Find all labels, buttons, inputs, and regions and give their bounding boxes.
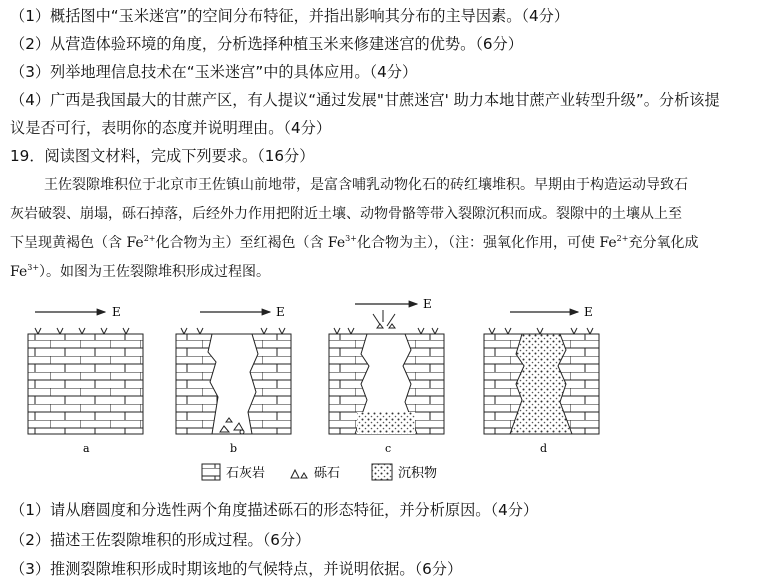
superscript: 2+ — [616, 234, 629, 243]
panel-b-label: b — [230, 442, 238, 455]
legend-label-sediment: 沉积物 — [398, 466, 438, 481]
east-arrow-label: E — [584, 305, 593, 319]
passage-line-3 — [10, 233, 769, 255]
east-arrow-label: E — [276, 305, 285, 319]
passage-line-2: 灰岩破裂、崩塌，砾石掉落，后经外力作用把附近土壤、动物骨骼等带入裂隙沉积而成。裂隙中的土壤从上至 — [10, 206, 682, 222]
panel-d-label: d — [540, 442, 548, 455]
gravel-swatch — [290, 464, 308, 480]
east-arrow-label: E — [423, 297, 432, 311]
passage-text: 充分氧化成 — [628, 235, 699, 251]
passage-text: ）。如图为王佐裂隙堆积形成过程图。 — [39, 264, 271, 280]
question-19-heading: 19．阅读图文材料，完成下列要求。（16分） — [10, 147, 315, 165]
east-arrow-label: E — [112, 305, 121, 319]
panel-b — [176, 305, 291, 455]
passage-text: 化合物为主）至红褐色（含 Fe — [155, 235, 346, 251]
legend-label-limestone: 石灰岩 — [226, 466, 266, 481]
prev-question-2: （2）从营造体验环境的角度，分析选择种植玉米来修建迷宫的优势。（6分） — [10, 35, 523, 53]
sediment-swatch — [372, 464, 392, 480]
passage-text: 下呈现黄褐色（含 Fe — [10, 235, 144, 251]
superscript: 3+ — [27, 263, 40, 272]
panel-a-label: a — [83, 442, 90, 455]
fissure-formation-figure — [20, 292, 610, 497]
passage-text: Fe — [10, 264, 28, 280]
limestone-swatch — [202, 464, 220, 480]
panel-a — [28, 305, 143, 455]
prev-question-3: （3）列举地理信息技术在“玉米迷宫”中的具体应用。（4分） — [10, 63, 418, 81]
superscript: 3+ — [345, 234, 357, 243]
prev-question-4: （4）广西是我国最大的甘蔗产区，有人提议“通过发展"甘蔗迷宫' 助力本地甘蔗产业转型升级”。分析该提 — [10, 91, 720, 109]
legend-label-gravel: 砾石 — [314, 466, 341, 481]
sub-question-3: （3）推测裂隙堆积形成时期该地的气候特点，并说明依据。（6分） — [10, 560, 463, 578]
superscript: 2+ — [143, 234, 156, 243]
prev-question-1: （1）概括图中“玉米迷宫”的空间分布特征，并指出影响其分布的主导因素。（4分） — [10, 7, 570, 25]
panel-d — [484, 305, 599, 455]
legend — [202, 464, 437, 481]
prev-question-4-cont: 议是否可行，表明你的态度并说明理由。（4分） — [10, 119, 332, 137]
passage-line-1: 王佐裂隙堆积位于北京市王佐镇山前地带，是富含哺乳动物化石的砖红壤堆积。早期由于构造运动导致石 — [44, 177, 688, 193]
panel-c — [329, 297, 444, 455]
passage-text: 化合物为主），（注：强氧化作用，可使 Fe — [356, 235, 617, 251]
sub-question-2: （2）描述王佐裂隙堆积的形成过程。（6分） — [10, 531, 311, 549]
passage-line-4 — [10, 262, 769, 284]
sub-question-1: （1）请从磨圆度和分选性两个角度描述砾石的形态特征，并分析原因。（4分） — [10, 501, 539, 519]
panel-c-label: c — [385, 442, 392, 455]
